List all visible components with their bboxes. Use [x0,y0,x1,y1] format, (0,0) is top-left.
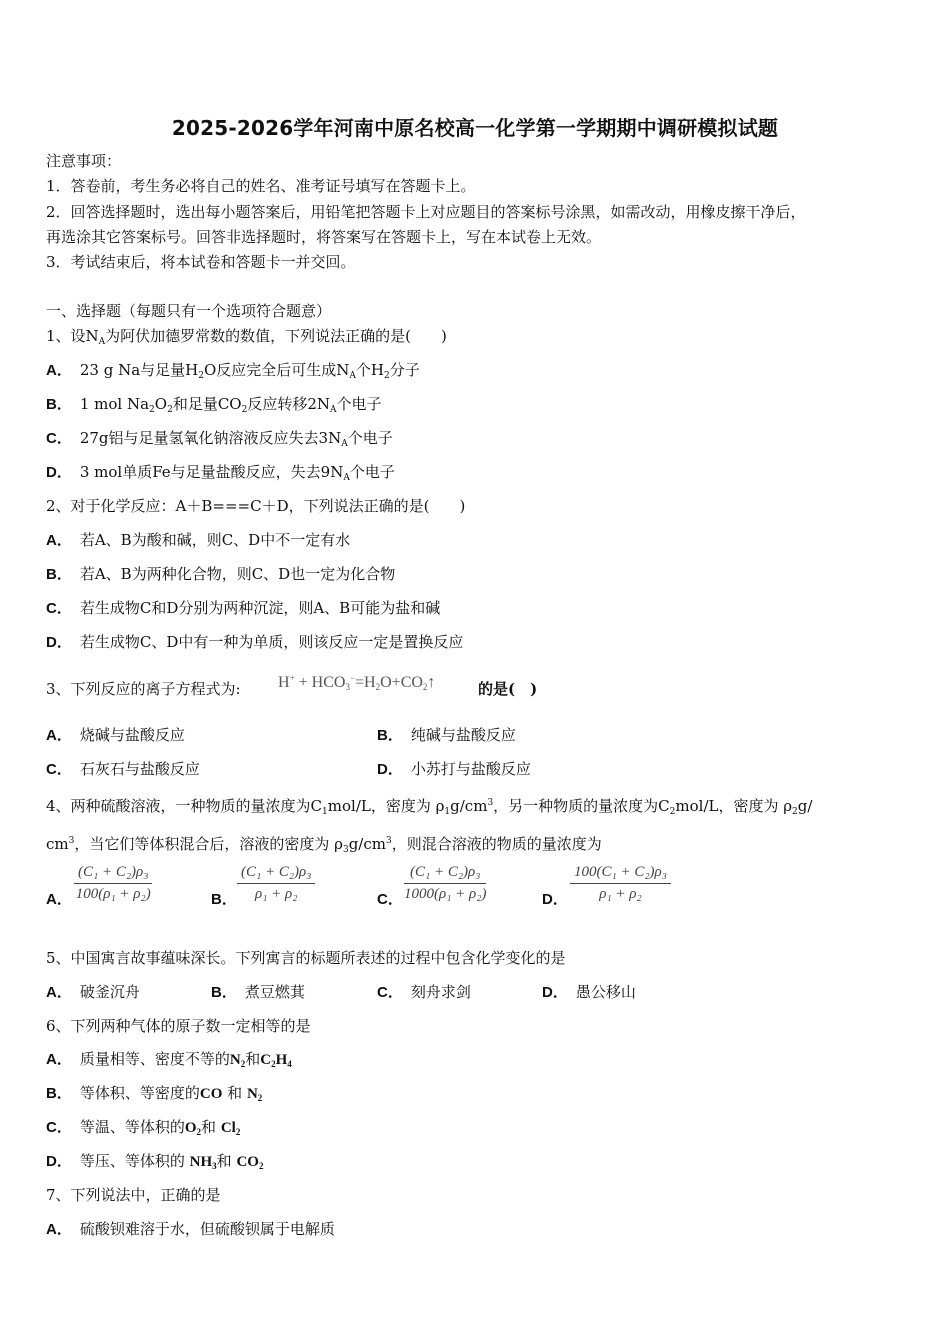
denominator: 100(ρ₁ + ρ₂) [75,886,151,902]
subscript: 3 [342,845,349,855]
subscript: 3 [345,682,350,692]
option-label: B． [211,891,237,908]
text: ，则混合溶液的物质的量浓度为 [391,835,602,853]
text: 烧碱与盐酸反应 [79,726,185,744]
text: 1 mol Na [79,395,150,413]
text: 若生成物C、D中有一种为单质，则该反应一定是置换反应 [79,633,464,651]
option-label: D． [46,1153,72,1170]
question-4-option-d-fraction [570,864,671,903]
text: 质量相等、密度不等的 [79,1050,230,1068]
chem: O [184,1120,197,1136]
subscript: 2 [271,1059,276,1069]
text: 等压、等体积的 [79,1152,185,1170]
text: 刻舟求剑 [410,983,471,1001]
option-label: A． [46,727,72,744]
option-label: D． [377,761,403,778]
text: mol/L，密度为 ρ [675,797,793,815]
subscript: 2 [257,1093,263,1103]
question-3-stem [46,680,241,698]
chem: C [260,1052,272,1068]
subscript: 1 [444,807,451,817]
question-4-option-b-fraction [237,864,315,903]
option-label: A． [46,362,72,379]
subscript: 4 [287,1059,292,1069]
text: 硫酸钡难溶于水，但硫酸钡属于电解质 [79,1220,335,1238]
text: ↑ [427,674,436,691]
subscript: 2 [240,1059,246,1069]
option-label: C． [377,984,403,1001]
question-2-stem: 2、对于化学反应：A＋B===C＋D，下列说法正确的是( ) [46,497,466,515]
subscript: 2 [241,405,248,415]
question-6-option-a [46,1050,292,1073]
chem: N [229,1052,241,1068]
text: =H [355,674,376,691]
numerator: (C₁ + C₂)ρ₃ [404,864,486,884]
subscript: 2 [235,1127,241,1137]
subscript: 2 [149,405,155,415]
question-1-option-d [46,463,395,487]
text: 和 [216,1152,232,1170]
notice-item-3: 3．考试结束后，将本试卷和答题卡一并交回。 [46,253,356,271]
question-3-option-a [46,726,185,745]
text: ，另一种物质的量浓度为C [493,797,670,815]
option-label: D． [46,634,72,651]
subscript: 2 [198,371,204,381]
option-label: D． [542,984,568,1001]
option-label: C． [46,430,72,447]
subscript: 2 [196,1127,202,1137]
subscript: 2 [383,371,390,381]
text: 等体积、等密度的 [79,1084,200,1102]
question-2-option-c [46,599,440,618]
chem: NH [189,1154,213,1170]
text: g/cm [450,797,488,815]
option-label: A． [46,532,72,549]
numerator: (C₁ + C₂)ρ₃ [74,864,152,884]
question-1-option-b [46,395,382,419]
chem: N [246,1086,258,1102]
subscript: 2 [375,682,381,692]
question-3-option-d [377,760,531,779]
superscript: 3 [385,836,392,846]
question-3-stem-end: 的是( ) [478,680,538,698]
subscript: 2 [258,1161,264,1171]
question-6-option-b [46,1084,262,1107]
text: 若A、B为两种化合物，则C、D也一定为化合物 [79,565,396,583]
notice-item-1: 1．答卷前，考生务必将自己的姓名、准考证号填写在答题卡上。 [46,177,476,195]
text: 个电子 [347,429,393,447]
notice-item-2b: 再选涂其它答案标号。回答非选择题时，将答案写在答题卡上，写在本试卷上无效。 [46,228,602,246]
text: 和足量CO [172,395,242,413]
subscript: 2 [167,405,173,415]
text: 反应转移2N [247,395,331,413]
ionic-equation [278,669,435,696]
superscript: − [349,673,356,683]
question-5-option-a [46,983,140,1002]
question-5-option-d [542,983,636,1002]
chem: CO [199,1086,223,1102]
chem: Cl [220,1120,236,1136]
question-6-option-d [46,1152,263,1175]
question-2-option-a [46,531,350,550]
section-heading: 一、选择题（每题只有一个选项符合题意） [46,302,332,320]
text: 纯碱与盐酸反应 [410,726,516,744]
text: O+CO [380,674,423,691]
option-label: A． [46,1221,72,1238]
question-6-stem: 6、下列两种气体的原子数一定相等的是 [46,1017,311,1035]
text: 分子 [389,361,420,379]
text: 石灰石与盐酸反应 [79,760,200,778]
text: 个电子 [336,395,382,413]
question-1-option-a [46,361,420,385]
option-label: B． [46,1085,72,1102]
text: 若生成物C和D分别为两种沉淀，则A、B可能为盐和碱 [79,599,441,617]
superscript: 3 [68,836,75,846]
question-4-option-a-fraction [74,864,152,903]
subscript: A [98,337,106,347]
page-title: 2025-2026学年河南中原名校高一化学第一学期期中调研模拟试题 [171,116,779,140]
text: 和 [227,1084,243,1102]
option-label: A． [46,1051,72,1068]
subscript: 1 [322,807,328,817]
text: 个H [355,361,384,379]
question-2-option-b [46,565,395,584]
text: H [278,674,290,691]
text: cm [46,835,69,853]
subscript: A [349,371,356,381]
text: O [154,395,168,413]
subscript: 3 [212,1161,217,1171]
option-label: D． [542,891,568,908]
text: 3 mol单质Fe与足量盐酸反应，失去9N [79,463,344,481]
option-label: B． [211,984,237,1001]
question-3-option-b [377,726,516,745]
option-label: A． [46,891,72,908]
text: 为阿伏加德罗常数的数值，下列说法正确的是( ) [105,327,447,345]
denominator: 1000(ρ₁ + ρ₂) [404,886,487,902]
subscript: A [330,405,337,415]
text: 破釜沉舟 [79,983,140,1001]
subscript: 2 [422,682,428,692]
numerator: 100(C₁ + C₂)ρ₃ [570,864,671,884]
text: 3、下列反应的离子方程式为: [46,680,241,698]
text: g/ [797,797,813,815]
text: 4、两种硫酸溶液，一种物质的量浓度为C [46,797,323,815]
numerator: (C₁ + C₂)ρ₃ [237,864,315,884]
question-1-option-c [46,429,393,453]
text: 1、设N [46,327,99,345]
subscript: A [341,439,348,449]
text: 煮豆燃萁 [244,983,305,1001]
question-6-option-c [46,1118,240,1141]
question-4-stem-line1 [46,794,812,821]
notice-heading: 注意事项： [46,152,122,170]
option-label: D． [46,464,72,481]
question-4-option-c-fraction [404,864,486,903]
text: 愚公移山 [575,983,636,1001]
subscript: 2 [792,807,798,817]
superscript: + [289,673,295,683]
text: 若A、B为酸和碱，则C、D中不一定有水 [79,531,351,549]
superscript: 3 [487,798,494,808]
question-4-stem-line2 [46,832,602,859]
text: ，当它们等体积混合后，溶液的密度为 ρ [74,835,343,853]
question-1-stem [46,327,447,351]
question-7-option-a [46,1220,335,1239]
option-label: C． [46,1119,72,1136]
text: 27g铝与足量氢氧化钠溶液反应失去3N [79,429,342,447]
chem: CO [236,1154,259,1170]
text: 小苏打与盐酸反应 [410,760,531,778]
text: 和 [201,1118,217,1136]
text: mol/L，密度为 ρ [327,797,445,815]
chem: H [275,1052,288,1068]
question-5-option-b [211,983,305,1002]
option-label: B． [46,396,72,413]
question-3-option-c [46,760,200,779]
text: g/cm [348,835,386,853]
question-7-stem: 7、下列说法中，正确的是 [46,1186,221,1204]
text: 等温、等体积的 [79,1118,185,1136]
question-2-option-d [46,633,463,652]
option-label: C． [377,891,403,908]
text: 23 g Na与足量H [79,361,199,379]
text: O反应完全后可生成N [203,361,350,379]
option-label: C． [46,761,72,778]
text: 和 [245,1050,261,1068]
subscript: A [343,473,350,483]
option-label: A． [46,984,72,1001]
option-label: C． [46,600,72,617]
denominator: ρ₁ + ρ₂ [599,886,642,902]
text: 个电子 [349,463,395,481]
text: + HCO [294,674,346,691]
denominator: ρ₁ + ρ₂ [255,886,298,902]
subscript: 2 [669,807,676,817]
notice-item-2a: 2．回答选择题时，选出每小题答案后，用铅笔把答题卡上对应题目的答案标号涂黑，如需改动，用橡皮擦干净后， [46,203,806,221]
option-label: B． [46,566,72,583]
question-5-stem: 5、中国寓言故事蕴味深长。下列寓言的标题所表述的过程中包含化学变化的是 [46,949,566,967]
option-label: B． [377,727,403,744]
question-5-option-c [377,983,471,1002]
